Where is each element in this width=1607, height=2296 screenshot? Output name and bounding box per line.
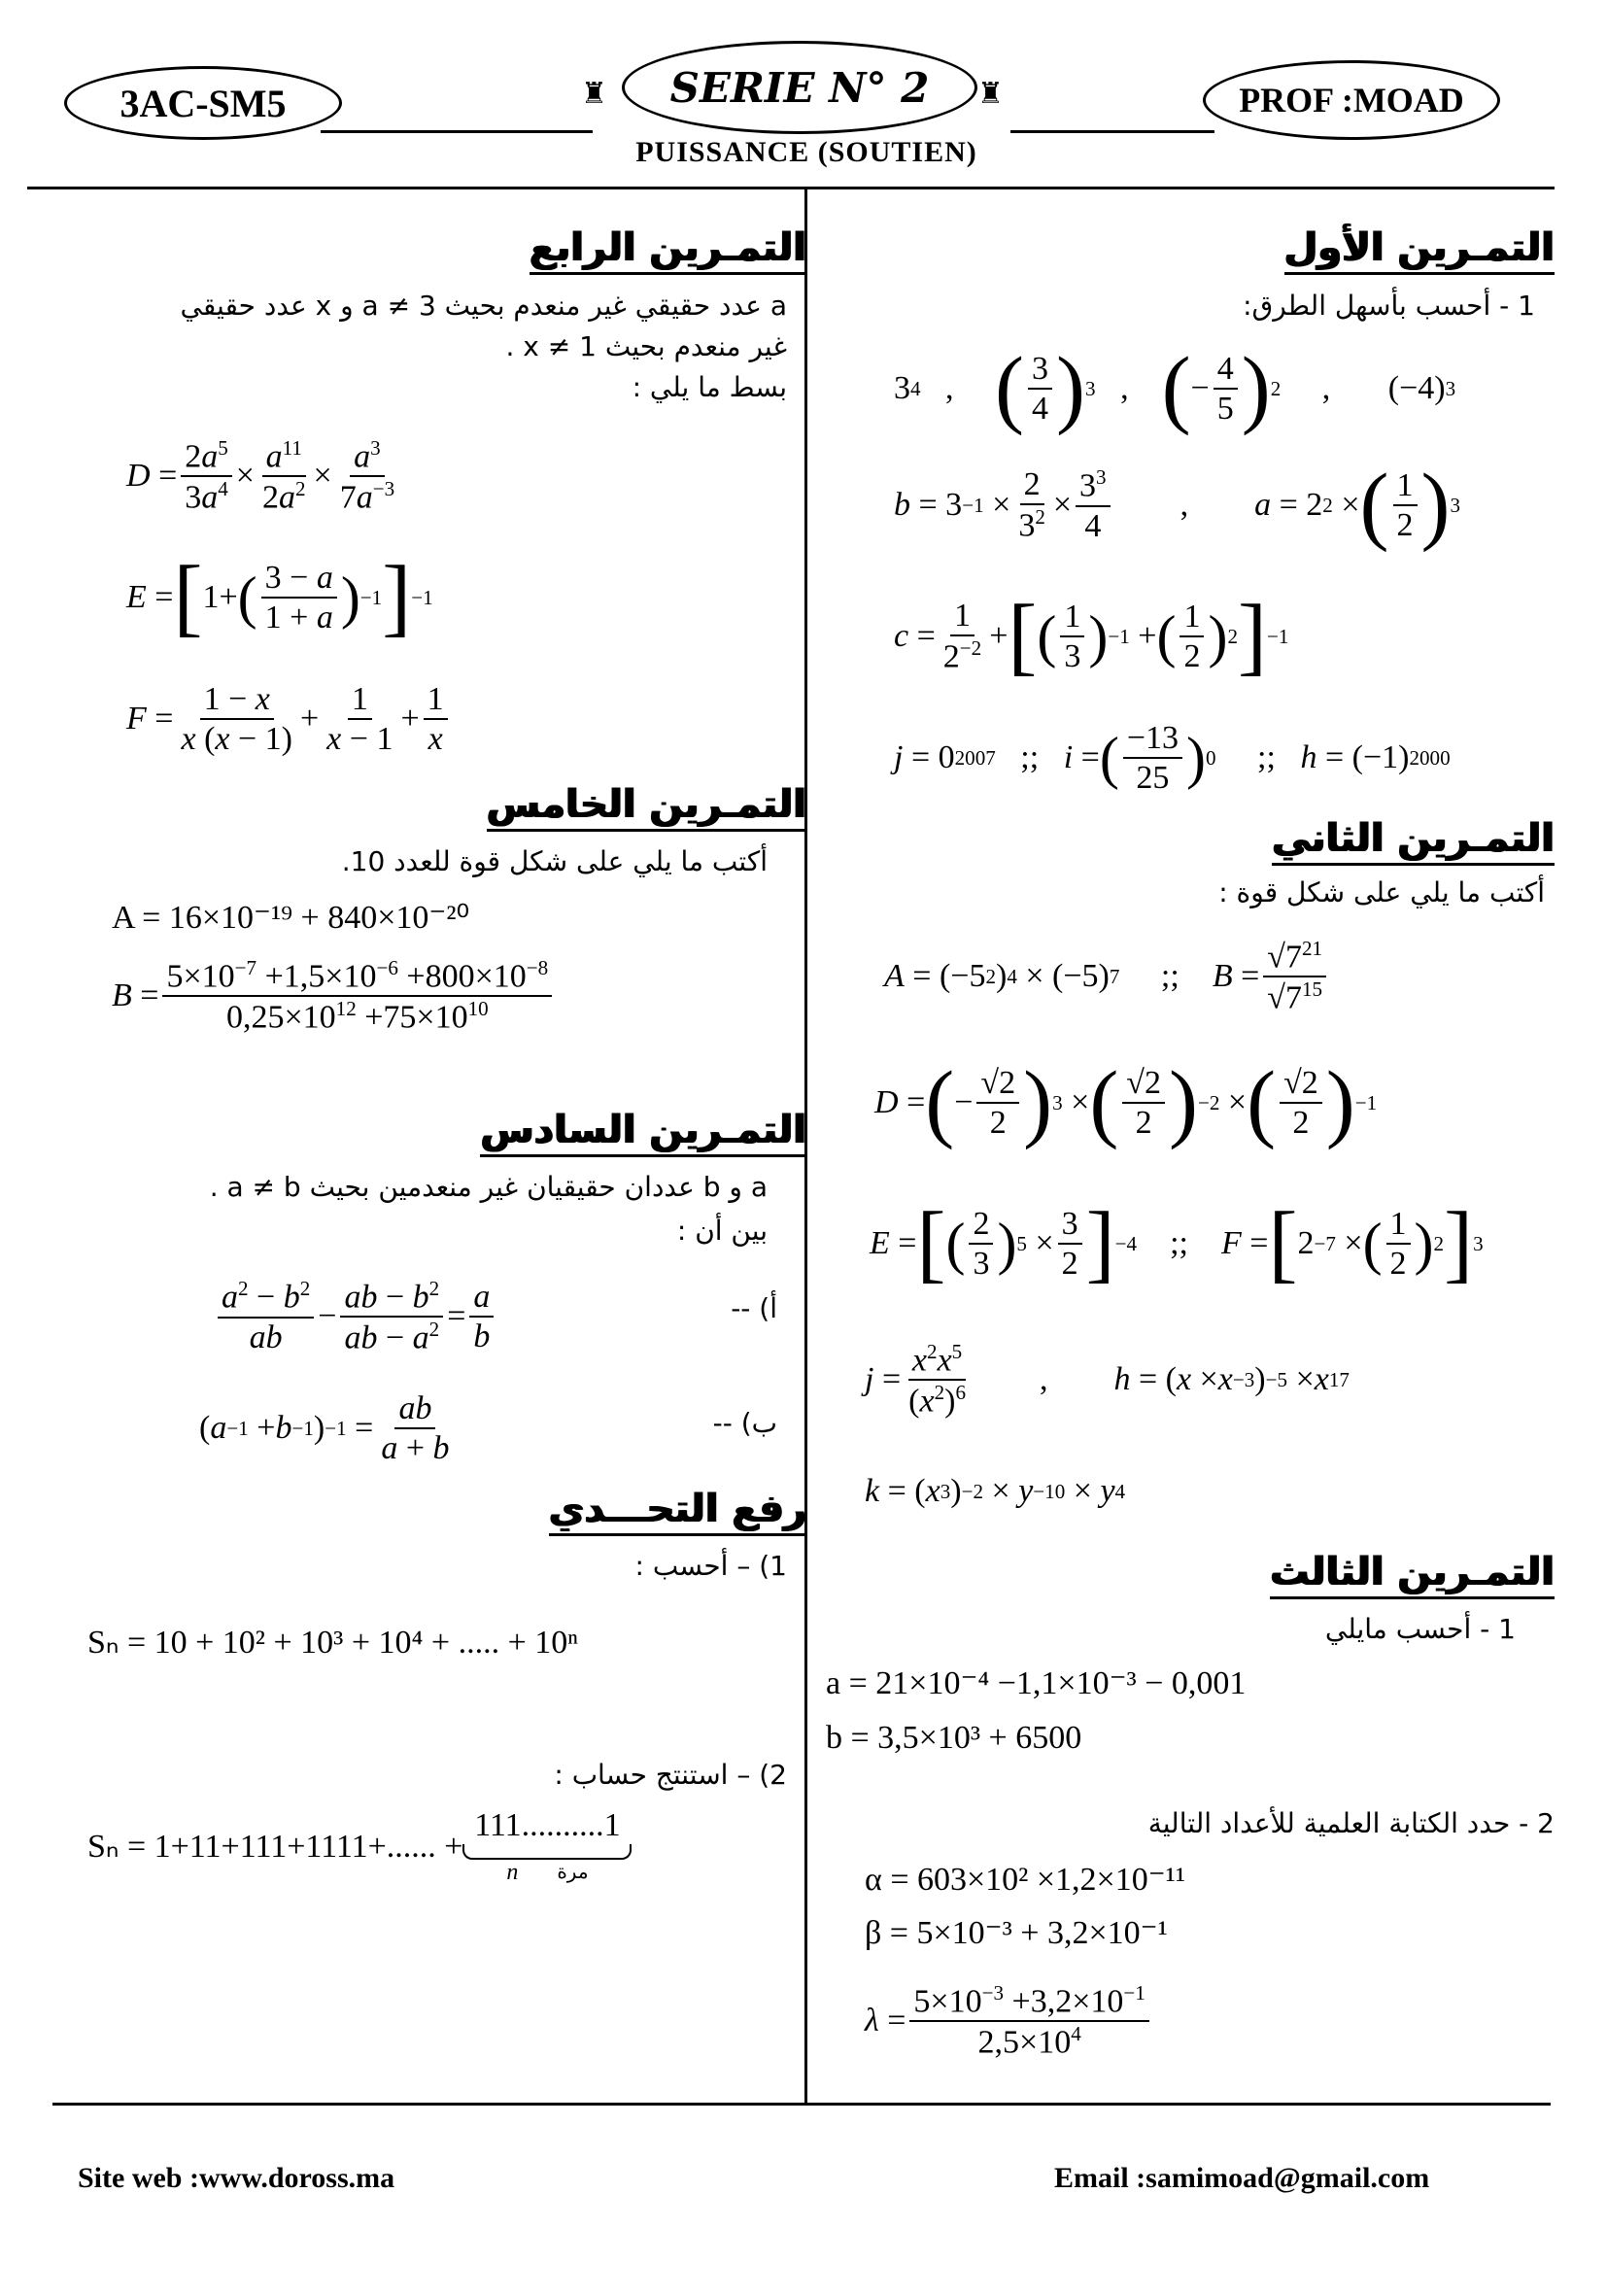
challenge-q1: 1) – أحسب : bbox=[634, 1550, 787, 1582]
ex6-identity-a: $\frac{a^2 - b^2}{ab}$ − $\frac{ab - b^2}{ab - a^2}$ = $\frac{a}{b}$ bbox=[214, 1268, 497, 1365]
ex3-line-b: b = 3,5×10³ + 6500 bbox=[826, 1720, 1082, 1756]
ex4-D: D = $\frac{2a^5}{3a^4}$ × $\frac{a^{11}}{2a^2}$ × $\frac{a^3}{7a^{-3}}$ bbox=[126, 435, 395, 516]
prof-label: PROF :MOAD bbox=[1239, 81, 1464, 120]
challenge-sum1: Sₙ = 10 + 10² + 10³ + 10⁴ + ..... + 10ⁿ bbox=[87, 1625, 578, 1661]
ex2-row5: k = ( x 3 ) −2 × y −10 × y 4 bbox=[865, 1473, 1126, 1509]
ex4-line3: بسط ما يلي : bbox=[632, 371, 787, 403]
ex3-q1: 1 - أحسب مايلي bbox=[1324, 1613, 1516, 1645]
challenge-sum2 bbox=[87, 1806, 632, 1885]
ex2-row1: A = (−5 2 ) 4 × (−5) 7 ;; B = $\frac{√7^{21}}{√7^{15}}$ bbox=[884, 923, 1330, 1030]
ex6-item-b: ب) -- bbox=[712, 1407, 777, 1439]
ex6-line2: بين أن : bbox=[676, 1215, 768, 1247]
ex3-q2: 2 - حدد الكتابة العلمية للأعداد التالية bbox=[1147, 1807, 1555, 1839]
bottom-rule bbox=[52, 2103, 1551, 2106]
ex1-row3: c = $\frac{1}{2^{-2}}$ + [ ( $\frac{1}{3}$ ) −1 + ( $\frac{1}{2}$ ) 2 ] −1 bbox=[894, 588, 1289, 684]
ex1-instruction: 1 - أحسب بأسهل الطرق: bbox=[1243, 290, 1535, 322]
challenge-q2: 2) – استنتج حساب : bbox=[554, 1759, 787, 1791]
ex4-line1: a عدد حقيقي غير منعدم بحيث a ≠ 3 و x عدد حقيقي bbox=[180, 290, 787, 322]
ex1-row2: b = 3 −1 × $\frac{2}{3^2}$ × $\frac{3^3}{4}$ , a = 2 2 × ( $\frac{1}{2}$ ) 3 bbox=[894, 457, 1461, 553]
ex3-title: التمـرين الثالث bbox=[1270, 1550, 1555, 1599]
ex1-title: التمـرين الأول bbox=[1284, 225, 1555, 275]
class-badge bbox=[64, 66, 342, 140]
brace-icon bbox=[462, 1844, 632, 1860]
ex2-row2: D = ( − $\frac{√2}{2}$ ) 3 × ( $\frac{√2}{2}$ ) −2 × ( $\frac{√2}{2}$ ) −1 bbox=[874, 1054, 1378, 1150]
ex4-line2: غير منعدم بحيث x ≠ 1 . bbox=[505, 330, 787, 362]
right-ornament-icon: ♜ bbox=[977, 77, 1004, 111]
ex5-instruction: أكتب ما يلي على شكل قوة للعدد 10. bbox=[341, 845, 768, 877]
brace-label-n: n bbox=[506, 1859, 519, 1885]
brace-label-word: مرة bbox=[557, 1859, 589, 1883]
footer-email: Email :samimoad@gmail.com bbox=[1054, 2162, 1430, 2194]
ex1-sep1: ;; bbox=[1020, 739, 1040, 775]
ex4-E: E = [ 1+ ( $\frac{3 - a}{1 + a}$ ) −1 ] −1 bbox=[126, 549, 433, 645]
ex2-instruction: أكتب ما يلي على شكل قوة : bbox=[1218, 876, 1545, 908]
challenge-sum2-tail: 111..........1 bbox=[474, 1806, 621, 1843]
left-column bbox=[87, 214, 806, 2099]
class-label: 3AC-SM5 bbox=[120, 81, 287, 125]
subtitle: PUISSANCE (SOUTIEN) bbox=[635, 136, 977, 168]
ex5-line-B: B = $\frac{5\times 10^{-7} +1,5\times 10^{-6} +800\times 10^{-8}}{0,25\times 10^{12} +75\times 10^{10}}$ bbox=[112, 947, 556, 1045]
top-rule bbox=[27, 187, 1555, 189]
ex6-item-a: أ) -- bbox=[731, 1292, 777, 1324]
ex1-row1: 3 4 , ( $\frac{3}{4}$ ) 3 , ( − $\frac{4}{5}$ ) 2 , (−4) 3 bbox=[894, 340, 1456, 436]
ex5-title: التمـرين الخامس bbox=[487, 782, 806, 832]
header-line-left bbox=[321, 130, 593, 133]
footer-site: Site web :www.doross.ma bbox=[78, 2162, 395, 2194]
prof-badge bbox=[1203, 60, 1500, 140]
ex2-row4: j = $\frac{x^2x^5}{(x^2)^6}$ , h = ( x × x −3 ) −5 × x 17 bbox=[865, 1339, 1350, 1420]
series-title bbox=[622, 41, 977, 134]
ex5-line-A: A = 16×10⁻¹⁹ + 840×10⁻²⁰ bbox=[112, 900, 470, 936]
challenge-title: رفع التحـــدي bbox=[549, 1487, 806, 1536]
ex3-line-a: a = 21×10⁻⁴ −1,1×10⁻³ − 0,001 bbox=[826, 1665, 1247, 1701]
right-column bbox=[816, 214, 1555, 2099]
left-ornament-icon: ♜ bbox=[581, 77, 607, 111]
series-title-text: SERIE N° 2 bbox=[669, 63, 930, 112]
ex6-title: التمـرين السادس bbox=[480, 1108, 806, 1157]
ex6-identity-b: ( a −1 + b −1 ) −1 = $\frac{ab}{a + b}$ bbox=[199, 1389, 450, 1466]
challenge-underbrace bbox=[462, 1807, 632, 1886]
ex3-line-alpha: α = 603×10² ×1,2×10⁻¹¹ bbox=[865, 1862, 1186, 1898]
ex4-F: F = $\frac{1 - x}{x (x - 1)}$ + $\frac{1}{x - 1}$ + $\frac{1}{x}$ bbox=[126, 670, 452, 768]
header-line-right bbox=[1010, 130, 1214, 133]
ex2-title: التمـرين الثاني bbox=[1272, 816, 1555, 866]
ex4-title: التمـرين الرابع bbox=[530, 225, 806, 275]
challenge-sum2-prefix: Sₙ = 1+11+111+1111+...... + bbox=[87, 1829, 463, 1865]
ex6-line1: a و b عددان حقيقيان غير منعدمين بحيث a ≠ b . bbox=[209, 1171, 768, 1203]
ex1-sep2: ;; bbox=[1257, 739, 1276, 775]
ex1-row4: j = 0 2007 ;; i = ( $\frac{-13}{25}$ ) 0 ;; h = (−1) 2000 bbox=[894, 719, 1451, 796]
ex3-line-lambda: λ = $\frac{5\times 10^{-3} +3,2\times 10^{-1}}{2,5\times 10^4}$ bbox=[865, 1968, 1153, 2074]
ex2-row3: E = [ ( $\frac{2}{3}$ ) 5 × $\frac{3}{2}$ ] −4 ;; F = [ 2 −7 × ( $\frac{1}{2}$ ) 2 ] 3 bbox=[870, 1195, 1484, 1291]
ex3-line-beta: β = 5×10⁻³ + 3,2×10⁻¹ bbox=[865, 1915, 1168, 1951]
